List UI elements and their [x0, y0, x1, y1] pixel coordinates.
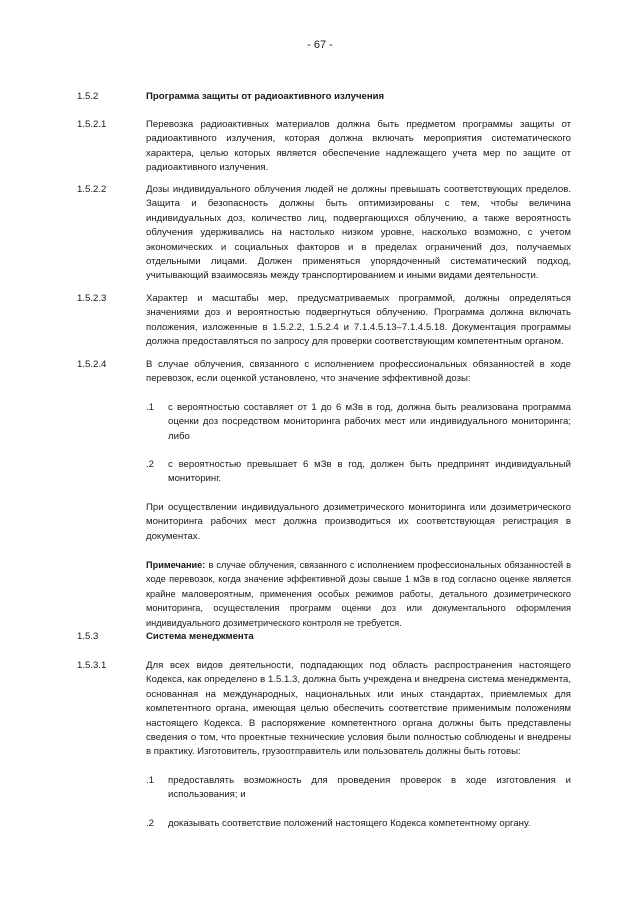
section-1-5-3-heading: [77, 630, 571, 644]
note: [146, 558, 571, 630]
section-paragraph: При осуществлении индивидуального дозиметрического мониторинга или дозиметрического мониторинга рабочих мест должна производиться их соответствующая регистрация в документах.: [146, 501, 571, 542]
note-text: в случае облучения, связанного с исполнением профессиональных обязанностей в ходе перевозок, когда значение эффективной дозы свыше 1 мЗв в год согласно оценке является крайне маловероятным, применения особых режимов работы, детального дозиметрического мониторинга, осуществления программ оценки доз или документального оформления индивидуального дозиметрического контроля не требуется.: [146, 560, 571, 628]
section-1-5-2-3: [77, 292, 571, 350]
section-number: 1.5.3: [77, 631, 99, 642]
section-number: 1.5.2: [77, 91, 99, 102]
section-number: 1.5.2.1: [77, 119, 107, 130]
list-item-text: предоставлять возможность для проведения проверок в ходе изготовления и использования; и: [168, 774, 571, 801]
section-text: Дозы индивидуального облучения людей не должны превышать соответствующих пределов. Защита и безопасность должны быть оптимизированы с тем, чтобы величина индивидуальных доз, количество лиц, подвергающихся облучению, а также вероятность облучения удерживались на настолько низком уровне, насколько возможно, с учетом экономических и социальных факторов и в пределах ограничений доз, получаемых отдельными лицами. Должен применяться упорядоченный систематический подход, учитывающий взаимосвязь между транспортированием и иными видами деятельности.: [146, 184, 571, 282]
note-label: Примечание:: [146, 560, 206, 571]
section-body: [146, 659, 571, 831]
list-item-number: .1: [146, 401, 155, 413]
section-text: Характер и масштабы мер, предусматриваемых программой, должны определяться значениями доз и вероятностью подвергнуться облучению. Программа должна включать положения, изложенные в 1.5.2.2, 1.5.2.4 и 7.1.4.5.13–7.1.4.5.18. Документация программы должна предоставляться по запросу для проверки соответствующим компетентным органом.: [146, 293, 571, 348]
list-item-number: .2: [146, 817, 155, 829]
section-text: Перевозка радиоактивных материалов должна быть предметом программы защиты от радиоактивного излучения, которая должна включать мероприятия систематического характера, целью которых является обеспечение надлежащего учета мер по защите от радиоактивного излучения.: [146, 119, 571, 174]
section-1-5-2-heading: [77, 90, 571, 104]
list-item: [146, 817, 571, 831]
section-title: Система менеджмента: [146, 631, 254, 642]
section-1-5-2-2: [77, 183, 571, 284]
section-number: 1.5.2.2: [77, 184, 107, 195]
section-number: 1.5.3.1: [77, 660, 107, 671]
list-item-number: .2: [146, 459, 155, 471]
section-1-5-2-1: [77, 118, 571, 176]
page-number: - 67 -: [307, 39, 333, 51]
section-1-5-2-4: [77, 358, 571, 630]
list-item-text: с вероятностью превышает 6 мЗв в год, должен быть предпринят индивидуальный мониторинг.: [168, 459, 571, 485]
section-intro: В случае облучения, связанного с исполнением профессиональных обязанностей в ходе перевозок, если оценкой установлено, что значение эффективной дозы:: [146, 359, 571, 385]
section-1-5-3-1: [77, 659, 571, 831]
list-item: [146, 401, 571, 444]
list-item-text: с вероятностью составляет от 1 до 6 мЗв в год, должна быть реализована программа оценки доз посредством мониторинга рабочих мест или индивидуального мониторинга; либо: [168, 401, 571, 442]
section-body: [146, 358, 571, 630]
section-title: Программа защиты от радиоактивного излучения: [146, 91, 385, 102]
list-item: [146, 458, 571, 487]
list-item-text: доказывать соответствие положений настоящего Кодекса компетентному органу.: [168, 817, 531, 829]
section-number: 1.5.2.4: [77, 359, 107, 370]
section-text: Для всех видов деятельности, подпадающих под область распространения настоящего Кодекса, как определено в 1.5.1.3, должна быть учреждена и внедрена система менеджмента, основанная на международных, национальных или иных стандартах, приемлемых для компетентного органа, имеющая целью обеспечить соответствие применимым положениям настоящего Кодекса. В распоряжение компетентного органа должны быть представлены сведения о том, что проектные технические условия были полностью соблюдены и внедрены в практику. Изготовитель, грузоотправитель или пользователь должны быть готовы:: [146, 660, 571, 758]
list-item-number: .1: [146, 774, 155, 786]
list-item: [146, 774, 571, 803]
section-number: 1.5.2.3: [77, 293, 107, 304]
